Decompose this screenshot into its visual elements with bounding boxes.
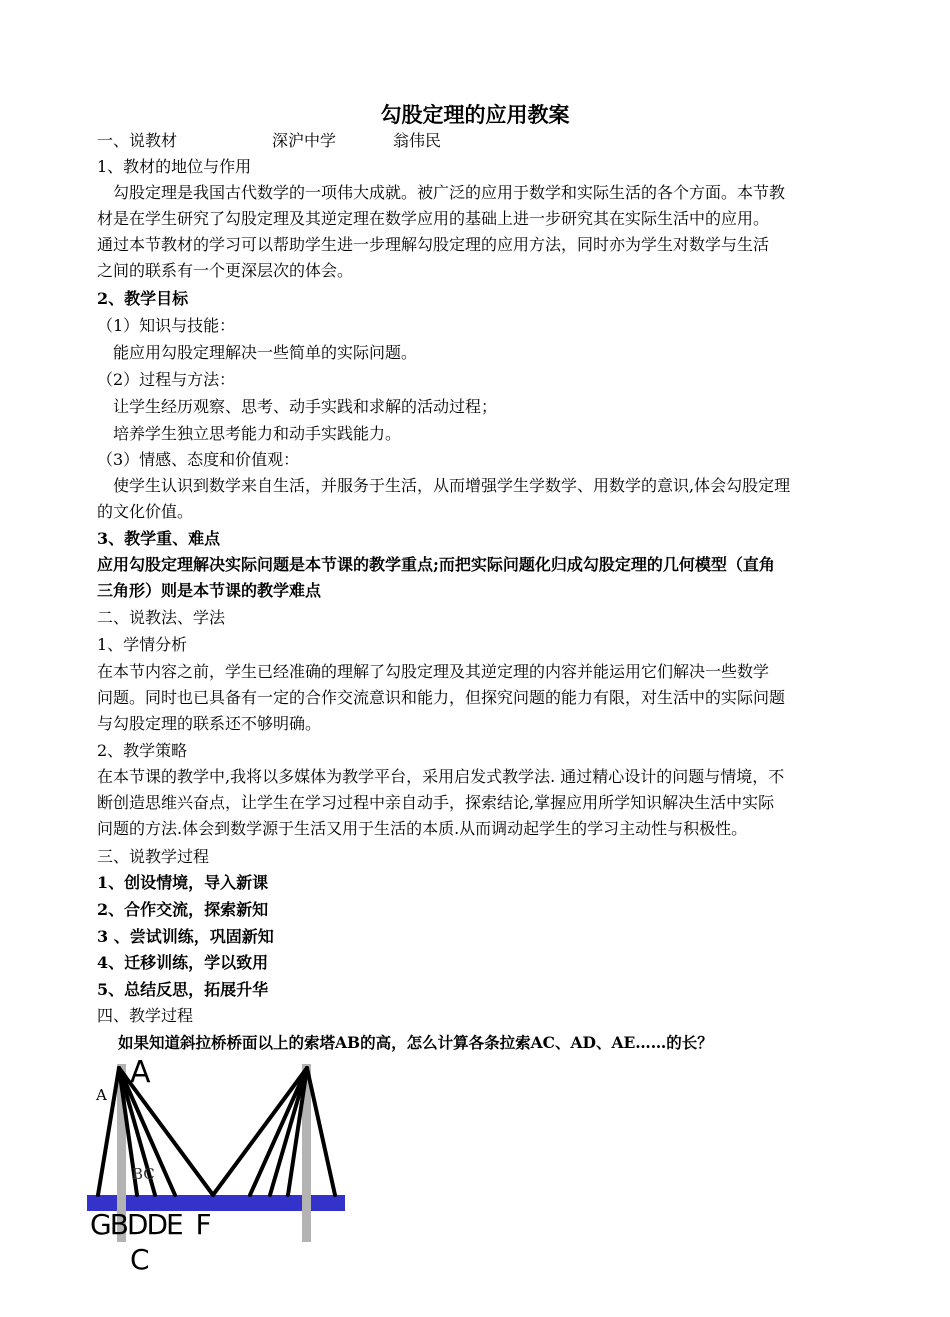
paragraph-line: 在本节内容之前，学生已经准确的理解了勾股定理及其逆定理的内容并能运用它们解决一些数学 xyxy=(97,662,770,681)
subsection-heading: 2、教学目标 xyxy=(97,289,189,308)
paragraph-line: 材是在学生研究了勾股定理及其逆定理在数学应用的基础上进一步研究其在实际生活中的应用。 xyxy=(97,209,770,228)
paragraph-line: 断创造思维兴奋点，让学生在学习过程中亲自动手，探索结论,掌握应用所学知识解决生活中实际 xyxy=(97,793,775,812)
label-bottom-points: GBDDE F xyxy=(90,1208,210,1241)
cable-bridge-diagram xyxy=(85,1055,355,1278)
document-title: 勾股定理的应用教案 xyxy=(380,102,570,127)
left-cables xyxy=(98,1068,213,1195)
goal-text: 培养学生独立思考能力和动手实践能力。 xyxy=(97,424,402,443)
cable xyxy=(270,1068,307,1195)
subsection-heading: 1、教材的地位与作用 xyxy=(97,157,252,176)
section-label: 一、说教材 xyxy=(97,131,178,150)
question-text: 如果知道斜拉桥桥面以上的索塔AB的高，怎么计算各条拉索AC、AD、AE……的长？ xyxy=(118,1033,713,1052)
goal-label: （1）知识与技能： xyxy=(97,316,236,335)
author-name: 翁伟民 xyxy=(393,131,442,150)
subsection-heading: 2、教学策略 xyxy=(97,741,188,760)
cable xyxy=(307,1068,335,1195)
subsection-heading: 3、教学重、难点 xyxy=(97,529,221,548)
paragraph-line: 问题。同时也已具备有一定的合作交流意识和能力，但探究问题的能力有限，对生活中的实际问题 xyxy=(97,688,786,707)
bridge-figure xyxy=(85,1055,355,1278)
label-c: C xyxy=(130,1243,150,1276)
paragraph-line: 通过本节教材的学习可以帮助学生进一步理解勾股定理的应用方法，同时亦为学生对数学与生活 xyxy=(97,235,770,254)
goal-text: 让学生经历观察、思考、动手实践和求解的活动过程； xyxy=(97,397,498,416)
subsection-heading: 1、学情分析 xyxy=(97,635,188,654)
process-step: 3 、尝试训练，巩固新知 xyxy=(97,927,274,946)
goal-text: 使学生认识到数学来自生活，并服务于生活，从而增强学生学数学、用数学的意识,体会勾股定理 xyxy=(97,476,791,495)
process-step: 1、创设情境，导入新课 xyxy=(97,873,269,892)
goal-text: 的文化价值。 xyxy=(97,502,194,521)
right-cables xyxy=(213,1068,335,1195)
process-step: 4、迁移训练，学以致用 xyxy=(97,953,269,972)
section-heading: 二、说教法、学法 xyxy=(97,608,226,627)
paragraph-line: 在本节课的教学中,我将以多媒体为教学平台，采用启发式教学法. 通过精心设计的问题与情境，不 xyxy=(97,767,785,786)
paragraph-line: 问题的方法.体会到数学源于生活又用于生活的本质.从而调动起学生的学习主动性与积极性。 xyxy=(97,819,748,838)
label-a-small: A xyxy=(96,1086,107,1104)
label-a-large: A xyxy=(130,1055,151,1090)
goal-text: 能应用勾股定理解决一些简单的实际问题。 xyxy=(97,343,418,362)
process-step: 5、总结反思，拓展升华 xyxy=(97,980,269,999)
paragraph-line: 与勾股定理的联系还不够明确。 xyxy=(97,714,322,733)
section-heading: 四、教学过程 xyxy=(97,1006,194,1025)
key-point-text: 应用勾股定理解决实际问题是本节课的教学重点;而把实际问题化归成勾股定理的几何模型（直角 xyxy=(97,555,775,574)
goal-label: （3）情感、态度和价值观： xyxy=(97,450,300,469)
key-point-text: 三角形）则是本节课的教学难点 xyxy=(97,581,322,600)
process-step: 2、合作交流，探索新知 xyxy=(97,900,269,919)
school-name: 深沪中学 xyxy=(272,131,337,150)
label-bc: BC xyxy=(132,1165,155,1183)
paragraph-line: 之间的联系有一个更深层次的体会。 xyxy=(97,261,354,280)
paragraph-line: 勾股定理是我国古代数学的一项伟大成就。被广泛的应用于数学和实际生活的各个方面。本节教 xyxy=(97,183,786,202)
goal-label: （2）过程与方法： xyxy=(97,370,236,389)
section-heading: 三、说教学过程 xyxy=(97,847,210,866)
